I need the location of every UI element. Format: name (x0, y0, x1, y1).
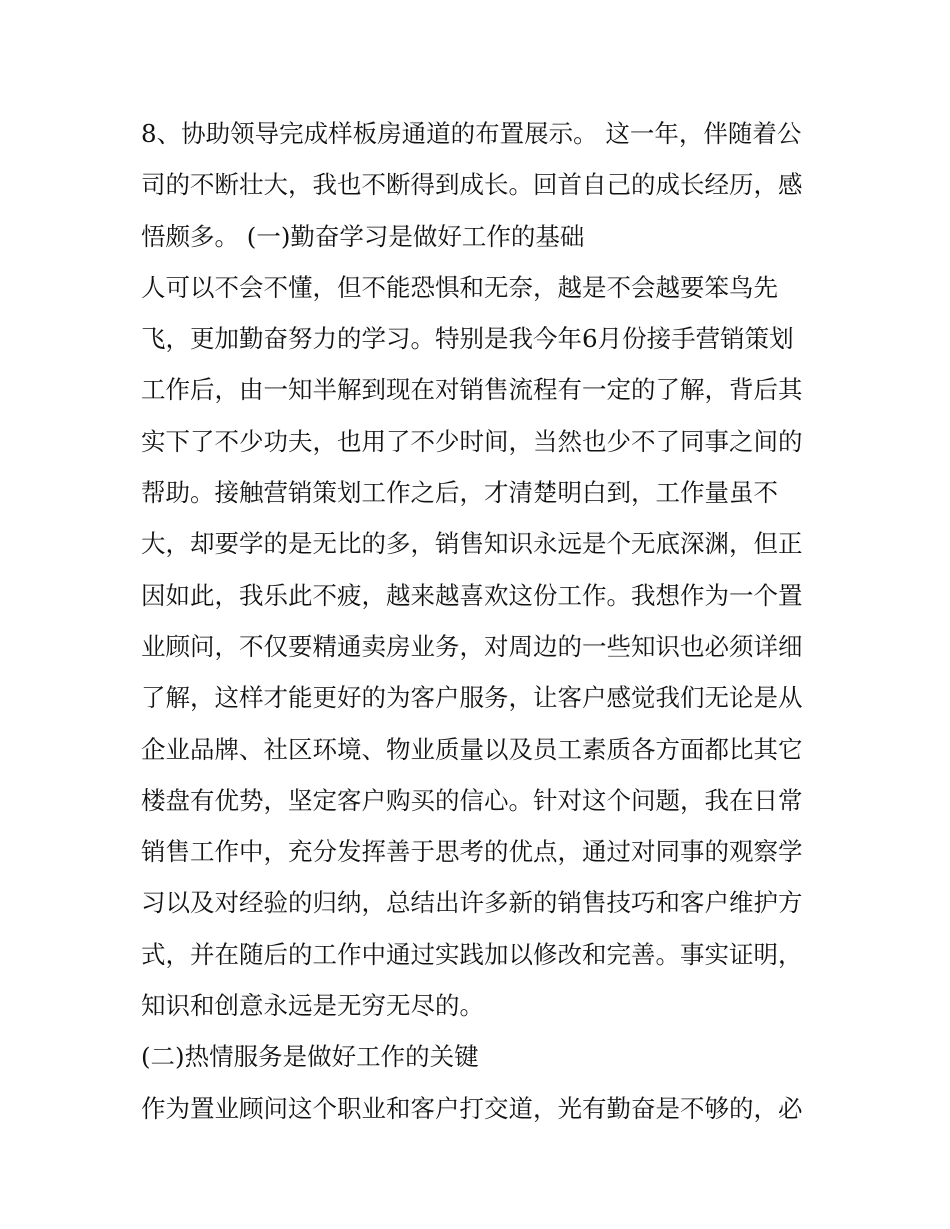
text-line-5: 飞，更加勤奋努力的学习。特别是我今年6月份接手营销策划 (141, 324, 794, 354)
text-line-17: 式，并在随后的工作中通过实践加以修改和完善。事实证明， (141, 939, 803, 969)
text-line-14: 楼盘有优势，坚定客户购买的信心。针对这个问题，我在日常 (141, 785, 803, 815)
text-line-1: 8、协助领导完成样板房通道的布置展示。 这一年，伴随着公 (141, 119, 802, 148)
text-line-11: 业顾问，不仅要精通卖房业务，对周边的一些知识也必须详细 (141, 631, 803, 661)
text-line-8: 帮助。接触营销策划工作之后，才清楚明白到，工作量虽不 (141, 478, 778, 508)
section-heading-2: (二)热情服务是做好工作的关键 (141, 1042, 479, 1072)
text-line-12: 了解，这样才能更好的为客户服务，让客户感觉我们无论是从 (141, 683, 803, 713)
text-line-10: 因如此，我乐此不疲，越来越喜欢这份工作。我想作为一个置 (141, 580, 803, 610)
text-line-13: 企业品牌、社区环境、物业质量以及员工素质各方面都比其它 (141, 734, 803, 764)
text-line-7: 实下了不少功夫，也用了不少时间，当然也少不了同事之间的 (141, 426, 803, 456)
text-line-18: 知识和创意永远是无穷无尽的。 (141, 991, 484, 1021)
document-body (141, 108, 813, 1134)
text-line-15: 销售工作中，充分发挥善于思考的优点，通过对同事的观察学 (141, 837, 803, 867)
text-line-6: 工作后，由一知半解到现在对销售流程有一定的了解，背后其 (141, 375, 803, 405)
text-line-9: 大，却要学的是无比的多，销售知识永远是个无底深渊，但正 (141, 529, 803, 559)
text-line-20: 作为置业顾问这个职业和客户打交道，光有勤奋是不够的，必 (141, 1093, 803, 1123)
text-line-16: 习以及对经验的归纳，总结出许多新的销售技巧和客户维护方 (141, 888, 803, 918)
text-line-3: 悟颇多。 (一)勤奋学习是做好工作的基础 (141, 221, 585, 251)
text-line-4: 人可以不会不懂，但不能恐惧和无奈，越是不会越要笨鸟先 (141, 272, 778, 302)
text-line-2: 司的不断壮大，我也不断得到成长。回首自己的成长经历，感 (141, 170, 803, 200)
